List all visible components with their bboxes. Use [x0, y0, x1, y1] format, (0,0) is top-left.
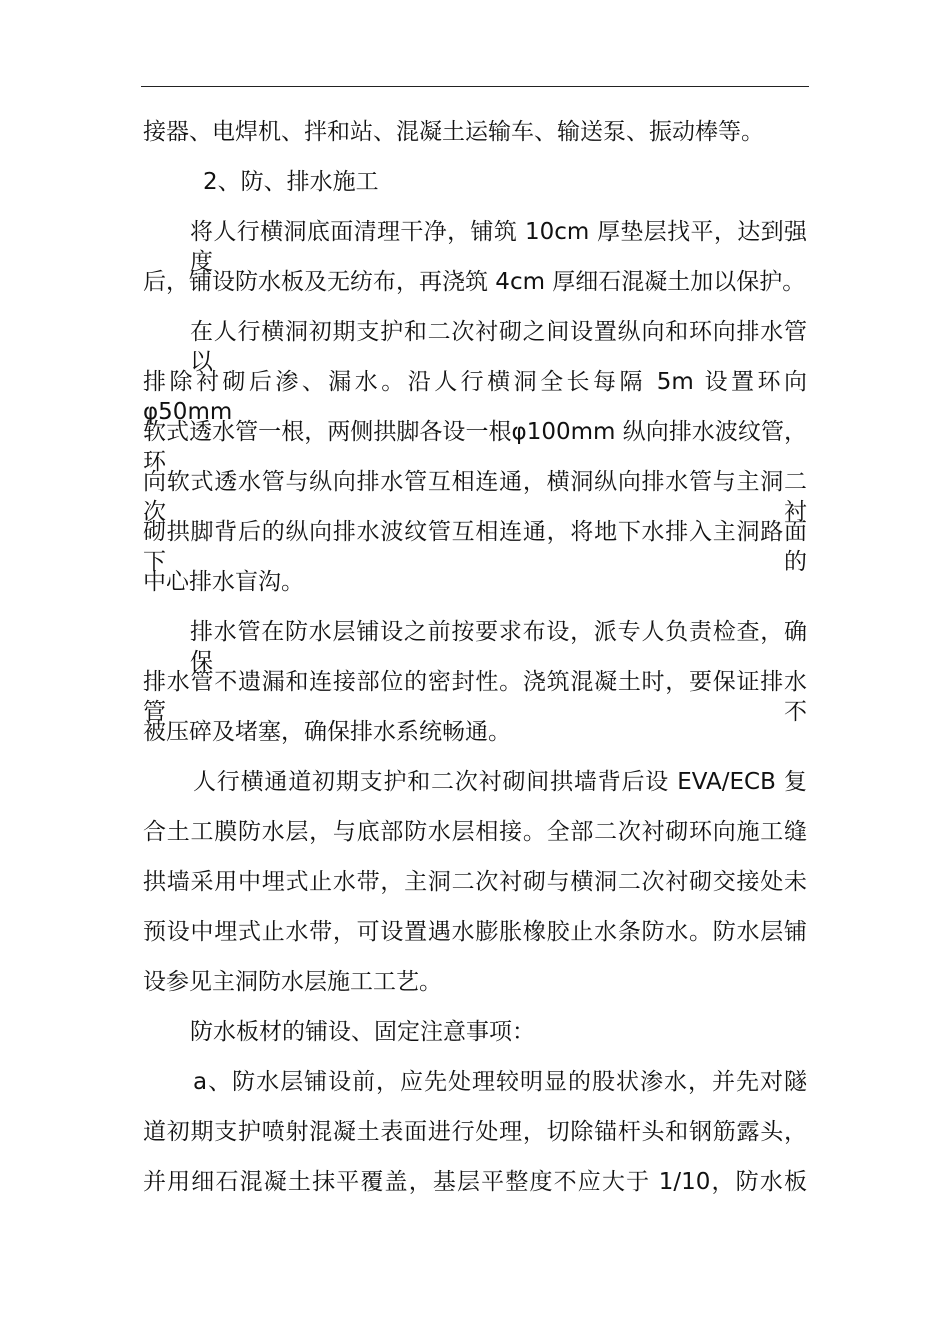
text-line: 合土工膜防水层，与底部防水层相接。全部二次衬砌环向施工缝	[143, 819, 807, 845]
text-line: 被压碎及堵塞，确保排水系统畅通。	[143, 719, 511, 745]
text-line: 设参见主洞防水层施工工艺。	[143, 969, 442, 995]
text-line: 道初期支护喷射混凝土表面进行处理，切除锚杆头和钢筋露头，	[143, 1119, 807, 1145]
text-line: 砌拱脚背后的纵向排水波纹管互相连通，将地下水排入主洞路面下的	[143, 519, 807, 575]
text-line: 将人行横洞底面清理干净，铺筑 10cm 厚垫层找平，达到强度	[190, 219, 807, 275]
text-line: 人行横通道初期支护和二次衬砌间拱墙背后设 EVA/ECB 复	[193, 769, 807, 795]
text-line: 并用细石混凝土抹平覆盖，基层平整度不应大于 1/10，防水板	[143, 1169, 807, 1195]
text-line: 防水板材的铺设、固定注意事项：	[190, 1019, 535, 1045]
text-line: 在人行横洞初期支护和二次衬砌之间设置纵向和环向排水管以	[190, 319, 807, 375]
text-line: 排水管不遗漏和连接部位的密封性。浇筑混凝土时，要保证排水管不	[143, 669, 807, 725]
header-rule	[141, 86, 809, 87]
text-line: 后，铺设防水板及无纺布，再浇筑 4cm 厚细石混凝土加以保护。	[143, 269, 806, 295]
text-line: 向软式透水管与纵向排水管互相连通，横洞纵向排水管与主洞二次衬	[143, 469, 807, 525]
text-line: 排水管在防水层铺设之前按要求布设，派专人负责检查，确保	[190, 619, 807, 675]
text-line: 中心排水盲沟。	[143, 569, 304, 595]
text-line: 排除衬砌后渗、漏水。沿人行横洞全长每隔 5m 设置环向φ50mm	[143, 369, 807, 425]
text-line: a、防水层铺设前，应先处理较明显的股状渗水，并先对隧	[193, 1069, 807, 1095]
text-line: 接器、电焊机、拌和站、混凝土运输车、输送泵、振动棒等。	[143, 119, 764, 145]
text-line: 拱墙采用中埋式止水带，主洞二次衬砌与横洞二次衬砌交接处未	[143, 869, 807, 895]
text-line: 软式透水管一根，两侧拱脚各设一根φ100mm 纵向排水波纹管，环	[143, 419, 807, 475]
section-heading: 2、防、排水施工	[203, 169, 379, 195]
text-line: 预设中埋式止水带，可设置遇水膨胀橡胶止水条防水。防水层铺	[143, 919, 807, 945]
